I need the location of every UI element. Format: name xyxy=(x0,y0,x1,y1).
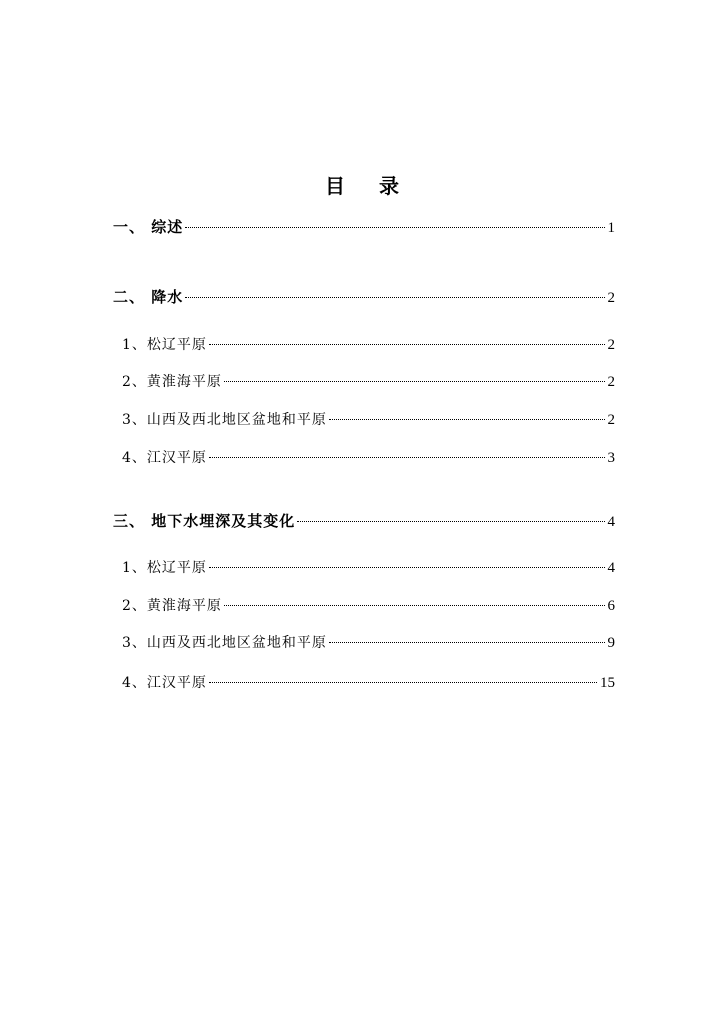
toc-page-number: 15 xyxy=(600,675,615,691)
dot-leader xyxy=(297,521,604,522)
toc-entry-songliao-groundwater[interactable] xyxy=(122,557,615,579)
toc-entry-overview[interactable] xyxy=(113,216,615,238)
toc-title-char-1: 目 xyxy=(325,174,345,198)
dot-leader xyxy=(185,227,604,228)
toc-page-number: 3 xyxy=(607,450,615,466)
toc-entry-shanxi-groundwater[interactable] xyxy=(122,632,615,654)
toc-entry-label: 2、黄淮海平原 xyxy=(122,374,222,390)
toc-page-number: 2 xyxy=(607,412,615,428)
toc-entry-label: 3、山西及西北地区盆地和平原 xyxy=(122,635,327,651)
toc-page-number: 4 xyxy=(607,514,615,530)
toc-entry-label: 1、松辽平原 xyxy=(122,560,207,576)
toc-entry-precipitation[interactable] xyxy=(113,286,615,308)
toc-entry-label: 4、江汉平原 xyxy=(122,675,207,691)
toc-entry-huanghuaihai-groundwater[interactable] xyxy=(122,595,615,617)
dot-leader xyxy=(224,381,605,382)
toc-page-number: 4 xyxy=(607,560,615,576)
toc-page-number: 6 xyxy=(607,598,615,614)
toc-entry-label: 4、江汉平原 xyxy=(122,450,207,466)
dot-leader xyxy=(185,297,604,298)
toc-entry-label: 3、山西及西北地区盆地和平原 xyxy=(122,412,327,428)
toc-page-number: 9 xyxy=(607,635,615,651)
dot-leader xyxy=(209,344,605,345)
toc-entry-songliao-precip[interactable] xyxy=(122,334,615,356)
dot-leader xyxy=(329,642,605,643)
dot-leader xyxy=(329,419,605,420)
toc-entry-label: 2、黄淮海平原 xyxy=(122,598,222,614)
toc-entry-jianghan-groundwater[interactable] xyxy=(122,672,615,694)
dot-leader xyxy=(224,605,605,606)
toc-entry-label: 1、松辽平原 xyxy=(122,337,207,353)
toc-entry-label: 二、 降水 xyxy=(113,288,184,306)
toc-title xyxy=(0,170,724,199)
dot-leader xyxy=(209,457,605,458)
toc-entry-label: 一、 综述 xyxy=(113,218,184,236)
toc-entry-shanxi-precip[interactable] xyxy=(122,409,615,431)
toc-entry-label: 三、 地下水埋深及其变化 xyxy=(113,512,296,530)
toc-page-number: 2 xyxy=(607,374,615,390)
toc-entry-jianghan-precip[interactable] xyxy=(122,447,615,469)
toc-entry-groundwater[interactable] xyxy=(113,510,615,532)
dot-leader xyxy=(209,682,597,683)
toc-page-number: 1 xyxy=(607,220,615,236)
toc-page-number: 2 xyxy=(607,337,615,353)
toc-entry-huanghuaihai-precip[interactable] xyxy=(122,371,615,393)
toc-page-number: 2 xyxy=(607,290,615,306)
dot-leader xyxy=(209,567,605,568)
toc-title-char-2: 录 xyxy=(379,174,399,198)
